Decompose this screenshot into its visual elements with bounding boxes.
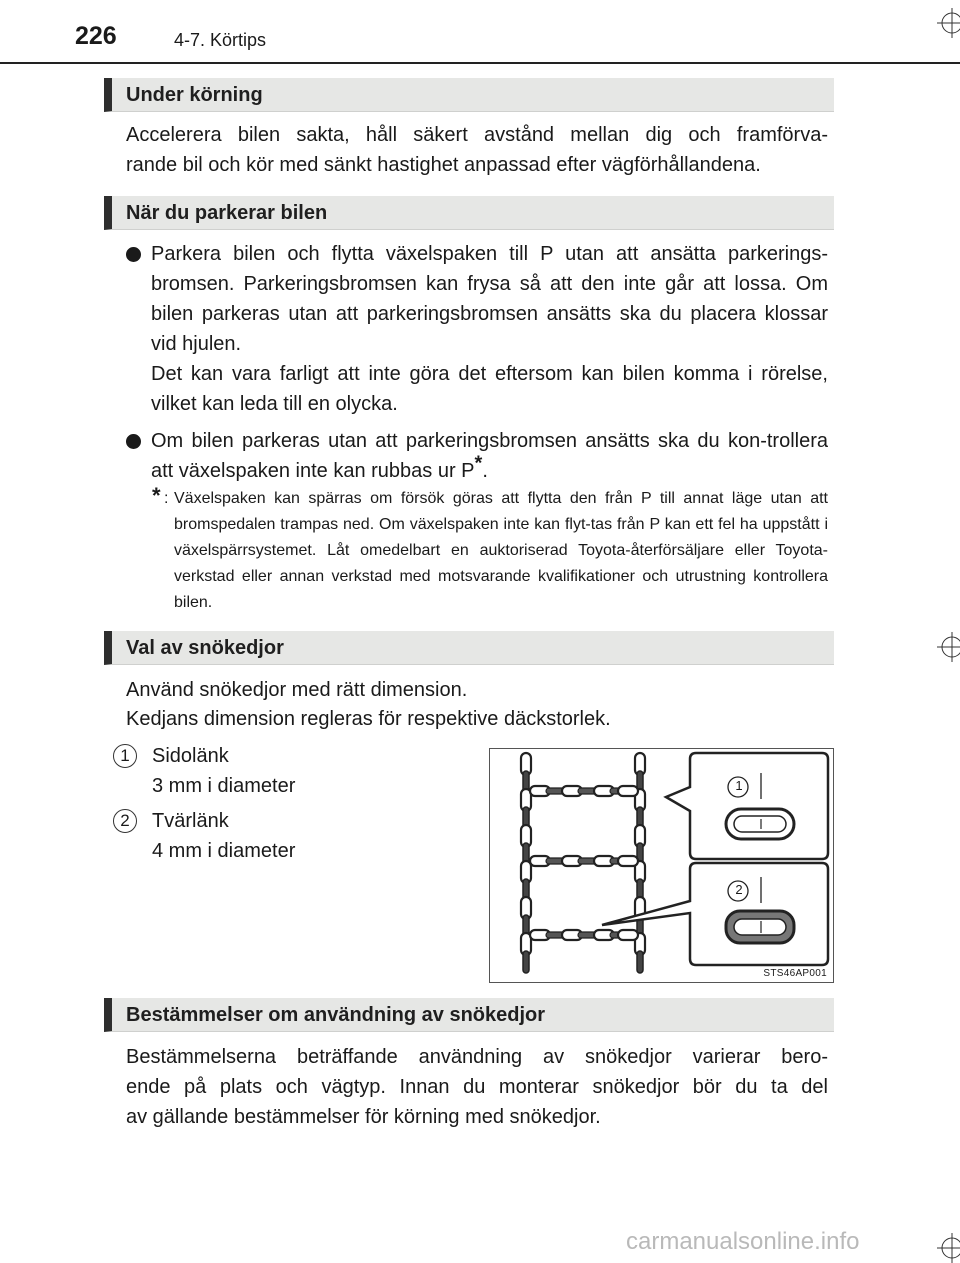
- legend-spec: 4 mm i diameter: [152, 840, 296, 862]
- page-number: 226: [75, 22, 117, 50]
- paragraph-line: Accelerera bilen sakta, håll säkert avstånd mellan dig och framförva-: [126, 124, 828, 146]
- figure-code: STS46AP001: [763, 968, 827, 979]
- header-rule: [0, 62, 960, 64]
- footnote-mark: *: [152, 483, 161, 508]
- bullet-item: [126, 426, 828, 486]
- paragraph-line: rande bil och kör med sänkt hastighet anpassad efter vägförhållandena.: [126, 154, 761, 176]
- section-heading: Bestämmelser om användning av snökedjor: [104, 998, 834, 1032]
- bullet-paragraph: Det kan vara farligt att inte göra det eftersom kan bilen komma i rörelse, vilket kan leda till en olycka.: [151, 363, 828, 415]
- bullet-paragraph: Parkera bilen och flytta växelspaken till P utan att ansätta parkerings-bromsen. Parkeringsbromsen kan frysa så att den inte går att lossa. Om bilen parkeras utan att parkeringsbromsen ansätts ska du placera klossar vid hjulen.: [151, 243, 828, 355]
- section-reference: 4-7. Körtips: [174, 30, 267, 50]
- cross-chain-middle: [530, 856, 638, 866]
- footnote-colon: :: [164, 490, 169, 507]
- figure-callout-number: 1: [735, 778, 743, 793]
- paragraph-line: Använd snökedjor med rätt dimension.: [126, 679, 468, 701]
- bullet-end: .: [482, 460, 488, 482]
- figure-callout-number: 2: [735, 882, 743, 897]
- paragraph-line: Kedjans dimension regleras för respektive däckstorlek.: [126, 708, 611, 730]
- cross-chain-top: [530, 786, 638, 796]
- watermark: carmanualsonline.info: [626, 1228, 860, 1255]
- footnote: [152, 483, 828, 616]
- bullet-item: [126, 239, 828, 419]
- footnote-reference: *: [474, 452, 483, 475]
- legend-name: Tvärlänk: [152, 810, 229, 832]
- paragraph-line: Bestämmelserna beträffande användning av snökedjor varierar bero-: [126, 1046, 828, 1068]
- paragraph-line: ende på plats och vägtyp. Innan du monterar snökedjor bör du ta del: [126, 1076, 828, 1098]
- section-heading: Under körning: [104, 78, 834, 112]
- section-heading: När du parkerar bilen: [104, 196, 834, 230]
- crop-mark-icon: [937, 632, 960, 662]
- crop-mark-icon: [937, 8, 960, 38]
- snow-chain-illustration: [490, 749, 833, 982]
- snow-chain-figure: [489, 748, 834, 983]
- bullet-icon: [126, 434, 141, 449]
- legend-name: Sidolänk: [152, 745, 229, 767]
- section-heading: Val av snökedjor: [104, 631, 834, 665]
- crop-mark-icon: [937, 1233, 960, 1263]
- bullet-text: Om bilen parkeras utan att parkeringsbromsen ansätts ska du kon-trollera att växelspaken inte kan rubbas ur P: [151, 430, 828, 482]
- bullet-icon: [126, 247, 141, 262]
- legend-spec: 3 mm i diameter: [152, 775, 296, 797]
- paragraph-line: av gällande bestämmelser för körning med snökedjor.: [126, 1106, 601, 1128]
- legend-number: 1: [113, 744, 137, 768]
- legend-number: 2: [113, 809, 137, 833]
- cross-chain-bottom: [530, 930, 638, 940]
- footnote-text: Växelspaken kan spärras om försök göras att flytta den från P till annat läge utan att bromspedalen trampas ned. Om växelspaken inte kan flyt-tas från P kan ett fel ha uppstått i växelspärrsystemet. Låt omedelbart en auktoriserad Toyota-återförsäljare eller Toyota-verkstad eller annan verkstad med motsvarande kvalifikationer och utrustning kontrollera bilen.: [174, 490, 828, 611]
